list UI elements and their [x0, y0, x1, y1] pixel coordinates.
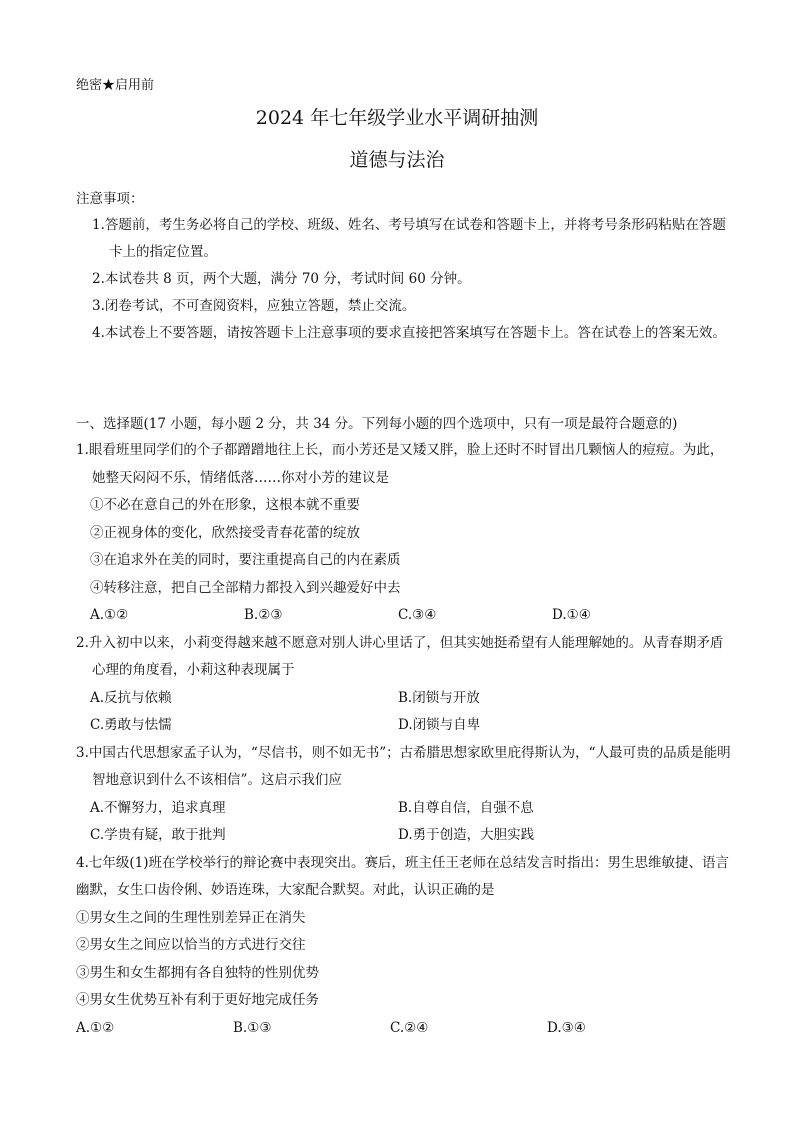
question-3 [76, 740, 736, 850]
options-row [76, 1015, 736, 1043]
exam-subject: 道德与法治 [349, 149, 445, 171]
options-row [76, 602, 736, 630]
question-stem: 3.中国古代思想家孟子认为，“尽信书，则不如无书”；古希腊思想家欧里庇得斯认为，“人最可贵的品质是能明智地意识到什么不该相信”。这启示我们应 [76, 744, 731, 788]
notes-heading: 注意事项： [76, 191, 144, 207]
notes-list [92, 212, 732, 347]
option-a: A.不懈努力，追求真理 [90, 799, 226, 816]
option-d: D.①④ [552, 607, 591, 623]
exam-title: 2024 年七年级学业水平调研抽测 [255, 107, 539, 129]
option-c: C.③④ [398, 607, 437, 623]
statement: ③男生和女生都拥有各自独特的性别优势 [76, 964, 319, 981]
option-c: C.勇敢与怯懦 [90, 717, 172, 733]
option-c: C.学贵有疑，敢于批判 [90, 827, 226, 843]
option-b: B.②③ [244, 607, 283, 623]
option-a: A.①② [76, 1019, 115, 1036]
option-d: D.闭锁与自卑 [398, 717, 481, 733]
statement: ①不必在意自己的外在形象，这根本就不重要 [90, 497, 360, 513]
option-a: A.①② [90, 607, 129, 623]
statement: ②男女生之间应以恰当的方式进行交往 [76, 937, 306, 953]
section-heading: 一、选择题(17 小题，每小题 2 分，共 34 分。下列每小题的四个选项中，只有一项是最符合题意的) [76, 416, 678, 432]
statement: ②正视身体的变化，欣然接受青春花蕾的绽放 [90, 524, 360, 541]
statement: ④男女生优势互补有利于更好地完成任务 [76, 992, 319, 1008]
confidential-label: 绝密★启用前 [76, 78, 155, 93]
statement: ③在追求外在美的同时，要注重提高自己的内在素质 [90, 552, 401, 568]
statement: ①男女生之间的生理性别差异正在消失 [76, 909, 306, 926]
option-d: D.勇于创造，大胆实践 [398, 827, 535, 843]
option-b: B.闭锁与开放 [398, 689, 480, 706]
option-b: B.①③ [233, 1019, 272, 1036]
question-1 [76, 437, 736, 630]
note-item: 1.答题前，考生务必将自己的学校、班级、姓名、考号填写在试卷和答题卡上，并将考号条形码粘贴在答题卡上的指定位置。 [92, 217, 726, 260]
options-grid [76, 795, 736, 850]
note-item: 4.本试卷上不要答题，请按答题卡上注意事项的要求直接把答案填写在答题卡上。答在试卷上的答案无效。 [92, 325, 726, 341]
options-grid [76, 685, 736, 740]
option-b: B.自尊自信，自强不息 [398, 799, 534, 816]
question-stem: 1.眼看班里同学们的个子都蹭蹭地往上长，而小芳还是又矮又胖，脸上还时不时冒出几颗恼人的痘痘。为此，她整天闷闷不乐，情绪低落……你对小芳的建议是 [76, 442, 724, 486]
option-c: C.②④ [390, 1019, 429, 1036]
option-d: D.③④ [547, 1019, 586, 1036]
question-list [76, 437, 736, 1042]
note-item: 2.本试卷共 8 页，两个大题，满分 70 分，考试时间 60 分钟。 [92, 271, 471, 287]
note-item: 3.闭卷考试，不可查阅资料，应独立答题，禁止交流。 [92, 298, 416, 314]
question-stem: 2.升入初中以来，小莉变得越来越不愿意对别人讲心里话了，但其实她挺希望有人能理解她的。从青春期矛盾心理的角度看，小莉这种表现属于 [76, 634, 724, 678]
question-stem: 4.七年级(1)班在学校举行的辩论赛中表现突出。赛后，班主任王老师在总结发言时指出：男生思维敏捷、语言幽默，女生口齿伶俐、妙语连珠，大家配合默契。对此，认识正确的是 [76, 854, 730, 898]
question-2 [76, 630, 736, 740]
option-a: A.反抗与依赖 [90, 689, 172, 706]
statement: ④转移注意，把自己全部精力都投入到兴趣爱好中去 [90, 579, 401, 596]
question-4 [76, 850, 736, 1043]
